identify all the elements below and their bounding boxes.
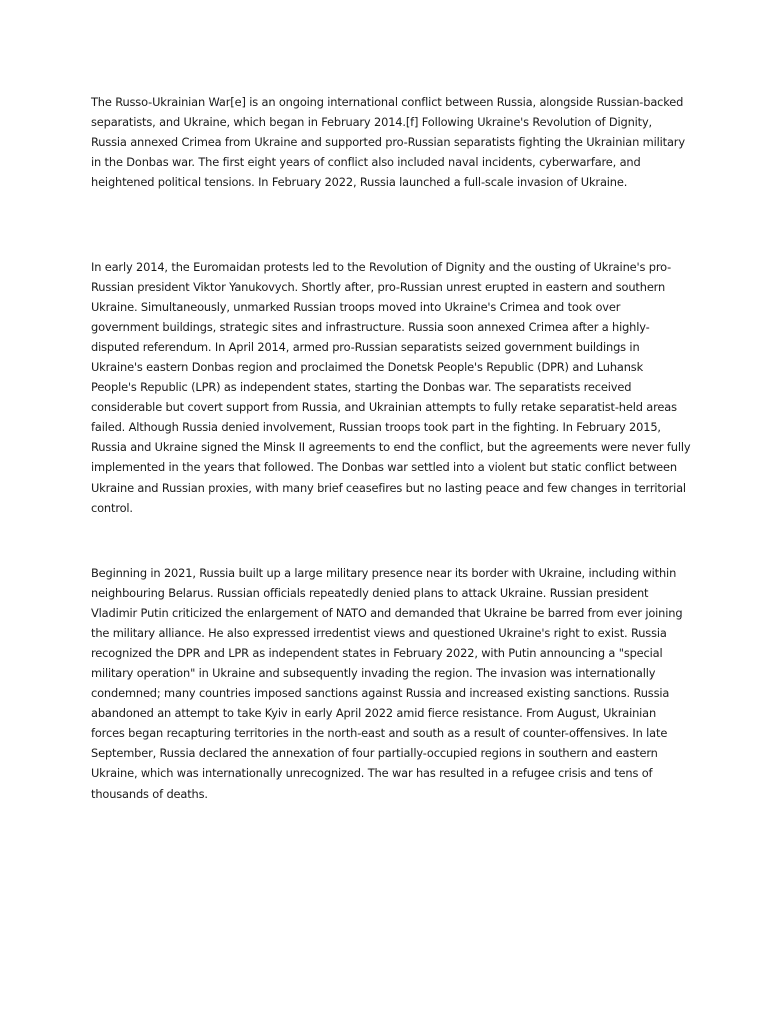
paragraph-2014-events: In early 2014, the Euromaidan protests led to the Revolution of Dignity and the ousting of Ukraine's pro-Russian president Viktor Yanukovych. Shortly after, pro-Russian unrest erupted in eastern and southern Ukraine. Simultaneously, unmarked Russian troops moved into Ukraine's Crimea and took over government buildings, strategic sites and infrastructure. Russia soon annexed Crimea after a highly-disputed referendum. In April 2014, armed pro-Russian separatists seized government buildings in Ukraine's eastern Donbas region and proclaimed the Donetsk People's Republic (DPR) and Luhansk People's Republic (LPR) as independent states, starting the Donbas war. The separatists received considerable but covert support from Russia, and Ukrainian attempts to fully retake separatist-held areas failed. Although Russia denied involvement, Russian troops took part in the fighting. In February 2015, Russia and Ukraine signed the Minsk II agreements to end the conflict, but the agreements were never fully implemented in the years that followed. The Donbas war settled into a violent but static conflict between Ukraine and Russian proxies, with many brief ceasefires but no lasting peace and few changes in territorial control. xyxy=(91,260,691,515)
paragraph-intro: The Russo-Ukrainian War[e] is an ongoing international conflict between Russia, alongside Russian-backed separatists, and Ukraine, which began in February 2014.[f] Following Ukraine's Revolution of Dignity, Russia annexed Crimea from Ukraine and supported pro-Russian separatists fighting the Ukrainian military in the Donbas war. The first eight years of conflict also included naval incidents, cyberwarfare, and heightened political tensions. In February 2022, Russia launched a full-scale invasion of Ukraine. xyxy=(91,95,685,190)
paragraph-2021-invasion: Beginning in 2021, Russia built up a large military presence near its border with Ukraine, including within neighbouring Belarus. Russian officials repeatedly denied plans to attack Ukraine. Russian president Vladimir Putin criticized the enlargement of NATO and demanded that Ukraine be barred from ever joining the military alliance. He also expressed irredentist views and questioned Ukraine's right to exist. Russia recognized the DPR and LPR as independent states in February 2022, with Putin announcing a "special military operation" in Ukraine and subsequently invading the region. The invasion was internationally condemned; many countries imposed sanctions against Russia and increased existing sanctions. Russia abandoned an attempt to take Kyiv in early April 2022 amid fierce resistance. From August, Ukrainian forces began recapturing territories in the north-east and south as a result of counter-offensives. In late September, Russia declared the annexation of four partially-occupied regions in southern and eastern Ukraine, which was internationally unrecognized. The war has resulted in a refugee crisis and tens of thousands of deaths. xyxy=(91,566,683,801)
